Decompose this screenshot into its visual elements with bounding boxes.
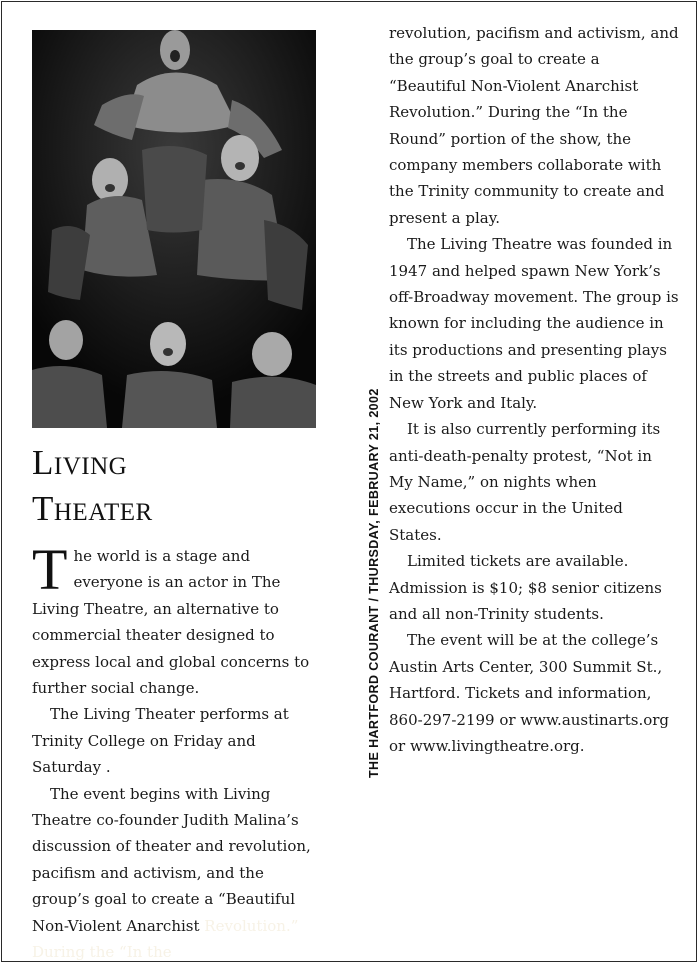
photo-image [32,30,316,428]
faded-text: Revolution.” During the “In the [32,916,299,962]
drop-cap: T [32,537,68,602]
headline-line-2: Theater [32,489,153,528]
headline [32,440,322,532]
paragraph-venue: The event will be at the college’s Austin Arts Center, 300 Summit St., Hartford. Tickets and information, 860-297-2199 or www.austinarts.org or www.livingtheatre.org. [389,631,670,755]
dateline: THE HARTFORD COURANT / THURSDAY, FEBRUARY 21, 2002 [367,388,381,778]
performance-photo [32,30,316,428]
paragraph-event: The event begins with Living Theatre co-founder Judith Malina’s discussion of theater and revolution, pacifism and activism, and the group’s goal to create a “Beautiful Non-Violent Anarchist Revolution.” During the “In the [32,784,311,962]
article-column-right [389,20,679,759]
paragraph-performs: The Living Theater performs at Trinity College on Friday and Saturday . [32,705,289,777]
paragraph-intro: The world is a stage and everyone is an actor in The Living Theatre, an alternative to commercial theater designed to express local and global concerns to further social change. [32,537,310,698]
paragraph-tickets: Limited tickets are available. Admission is $10; $8 senior citizens and all non-Trinity students. [389,552,662,623]
article-column-left [32,537,322,966]
headline-line-1: Living [32,443,128,482]
paragraph-protest: It is also currently performing its anti-death-penalty protest, “Not in My Name,” on nights when executions occur in the United States. [389,420,661,544]
paragraph-continued: revolution, pacifism and activism, and the group’s goal to create a “Beautiful Non-Violent Anarchist Revolution.” During the “In the Round” portion of the show, the company members collaborate with the Trinity community to create and present a play. [389,24,679,227]
paragraph-history: The Living Theatre was founded in 1947 and helped spawn New York’s off-Broadway movement. The group is known for including the audience in its productions and presenting plays in the streets and public places of New York and Italy. [389,235,679,412]
